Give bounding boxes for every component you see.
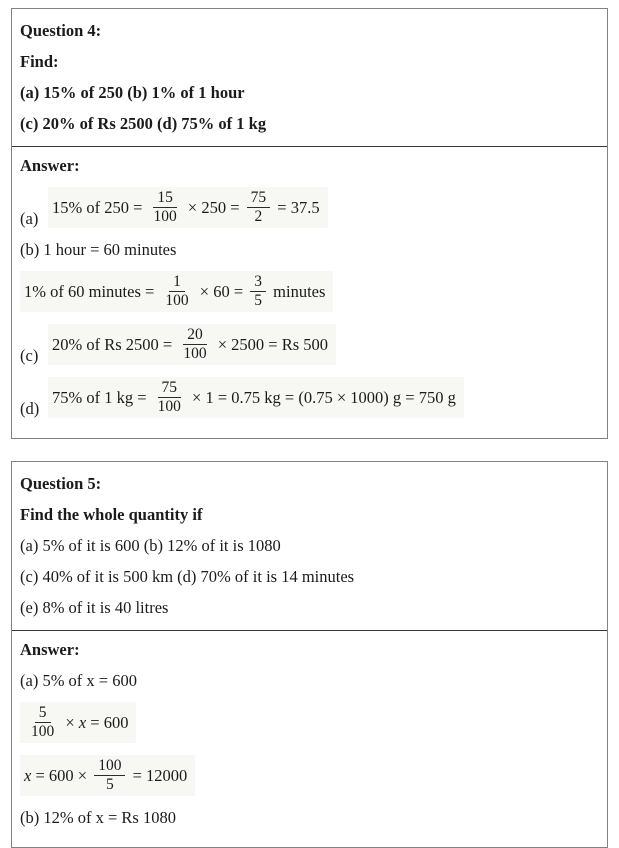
fraction-denominator: 100	[157, 398, 181, 415]
equation-row-a	[20, 187, 593, 228]
equation-text: 20% of Rs 2500 =	[52, 335, 177, 354]
fraction-denominator: 5	[105, 776, 114, 793]
answer5-line-b: (b) 12% of x = Rs 1080	[20, 808, 176, 827]
fraction-numerator: 75	[247, 190, 271, 208]
question5-question-section	[12, 462, 607, 630]
equation-15-percent-of-250	[48, 187, 328, 228]
equation-text: 1% of 60 minutes =	[24, 282, 159, 301]
fraction	[94, 758, 125, 793]
equation-text: × 250 =	[183, 198, 244, 217]
equation-row-d	[20, 377, 593, 418]
equation-row-b	[20, 271, 593, 312]
equation-text: = 37.5	[273, 198, 320, 217]
equation-row-5a1	[20, 702, 593, 743]
equation-75-percent-of-1kg	[48, 377, 464, 418]
equation-variable: x	[78, 713, 87, 732]
equation-text: ×	[61, 713, 79, 732]
equation-row-c	[20, 324, 593, 365]
fraction-denominator: 5	[254, 292, 263, 309]
fraction-numerator: 5	[35, 705, 51, 723]
equation-label-d: (d)	[20, 399, 40, 418]
answer5-line-a: (a) 5% of x = 600	[20, 671, 137, 690]
fraction	[161, 274, 192, 309]
equation-20-percent-of-2500	[48, 324, 336, 365]
fraction-denominator: 100	[31, 723, 55, 740]
fraction	[154, 380, 185, 415]
question5-parts-ab: (a) 5% of it is 600 (b) 12% of it is 1080	[20, 536, 281, 555]
fraction-numerator: 1	[169, 274, 185, 292]
question5-card	[11, 461, 608, 848]
equation-text: × 60 =	[195, 282, 248, 301]
question5-title: Question 5:	[20, 474, 102, 493]
equation-5-over-100-x	[20, 702, 136, 743]
equation-text: 75% of 1 kg =	[52, 388, 151, 407]
question5-answer-label: Answer:	[20, 640, 80, 659]
question5-parts-cd: (c) 40% of it is 500 km (d) 70% of it is 14 minutes	[20, 567, 355, 586]
equation-row-5a2	[20, 755, 593, 796]
fraction	[27, 705, 58, 740]
question5-prompt: Find the whole quantity if	[20, 505, 203, 524]
fraction-denominator: 2	[254, 208, 263, 225]
question4-answer-label: Answer:	[20, 156, 80, 175]
fraction-numerator: 100	[94, 758, 125, 776]
question4-title: Question 4:	[20, 21, 102, 40]
question5-part-e: (e) 8% of it is 40 litres	[20, 598, 169, 617]
equation-text: 15% of 250 =	[52, 198, 147, 217]
fraction-numerator: 20	[183, 327, 207, 345]
question4-parts-ab: (a) 15% of 250 (b) 1% of 1 hour	[20, 83, 245, 102]
fraction	[250, 274, 266, 309]
question5-answer-section	[12, 631, 607, 847]
equation-variable: x	[24, 766, 32, 785]
equation-x-equals-12000	[20, 755, 195, 796]
equation-1-percent-of-60-minutes	[20, 271, 333, 312]
fraction-numerator: 3	[250, 274, 266, 292]
fraction-numerator: 15	[153, 190, 177, 208]
question4-answer-section	[12, 147, 607, 438]
fraction-denominator: 100	[165, 292, 189, 309]
question4-card	[11, 8, 608, 439]
equation-text: = 600	[86, 713, 129, 732]
answer4-line-b: (b) 1 hour = 60 minutes	[20, 240, 177, 259]
question4-question-section	[12, 9, 607, 146]
fraction-denominator: 100	[153, 208, 177, 225]
fraction	[247, 190, 271, 225]
fraction-denominator: 100	[183, 345, 207, 362]
question4-prompt: Find:	[20, 52, 59, 71]
equation-text: × 1 = 0.75 kg = (0.75 × 1000) g = 750 g	[187, 388, 456, 407]
equation-text: = 600 ×	[31, 766, 92, 785]
equation-text: minutes	[269, 282, 326, 301]
question4-parts-cd: (c) 20% of Rs 2500 (d) 75% of 1 kg	[20, 114, 267, 133]
fraction	[150, 190, 181, 225]
equation-label-c: (c)	[20, 346, 39, 365]
fraction-numerator: 75	[158, 380, 182, 398]
equation-text: × 2500 = Rs 500	[213, 335, 329, 354]
equation-text: = 12000	[128, 766, 188, 785]
equation-label-a: (a)	[20, 209, 39, 228]
fraction	[179, 327, 210, 362]
